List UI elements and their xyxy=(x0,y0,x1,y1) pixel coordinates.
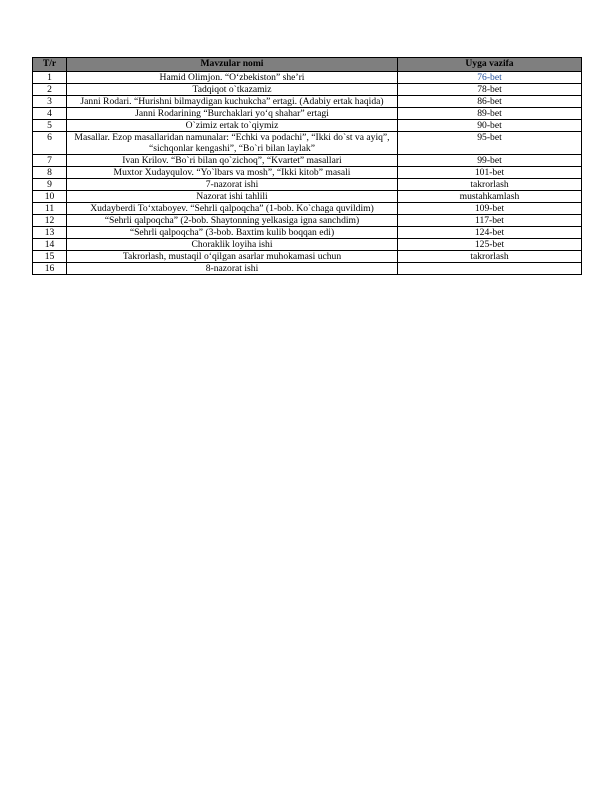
row-number: 5 xyxy=(33,120,67,132)
table-row xyxy=(33,108,582,120)
row-number: 15 xyxy=(33,251,67,263)
table-row xyxy=(33,155,582,167)
row-homework: 124-bet xyxy=(398,227,582,239)
row-homework: 86-bet xyxy=(398,96,582,108)
row-number: 7 xyxy=(33,155,67,167)
table-row xyxy=(33,251,582,263)
row-topic: Choraklik loyiha ishi xyxy=(67,239,398,251)
row-number: 1 xyxy=(33,72,67,84)
table-row xyxy=(33,72,582,84)
row-number: 2 xyxy=(33,84,67,96)
lesson-plan-table xyxy=(32,57,582,275)
row-homework xyxy=(398,263,582,275)
row-topic: Takrorlash, mustaqil o‘qilgan asarlar muhokamasi uchun xyxy=(67,251,398,263)
row-topic: Tadqiqot o`tkazamiz xyxy=(67,84,398,96)
row-topic: “Sehrli qalpoqcha” (3-bob. Baxtim kulib boqqan edi) xyxy=(67,227,398,239)
table-row xyxy=(33,120,582,132)
row-number: 13 xyxy=(33,227,67,239)
row-topic: “Sehrli qalpoqcha” (2-bob. Shaytonning yelkasiga igna sanchdim) xyxy=(67,215,398,227)
row-number: 14 xyxy=(33,239,67,251)
row-homework: 90-bet xyxy=(398,120,582,132)
table-row xyxy=(33,191,582,203)
row-topic: 7-nazorat ishi xyxy=(67,179,398,191)
row-homework: 95-bet xyxy=(398,132,582,155)
row-number: 3 xyxy=(33,96,67,108)
row-topic: Janni Rodarining “Burchaklari yo‘q shahar” ertagi xyxy=(67,108,398,120)
row-number: 6 xyxy=(33,132,67,155)
row-number: 4 xyxy=(33,108,67,120)
table-row xyxy=(33,84,582,96)
table-row xyxy=(33,239,582,251)
table-row xyxy=(33,179,582,191)
table-row xyxy=(33,263,582,275)
row-topic: 8-nazorat ishi xyxy=(67,263,398,275)
table-row xyxy=(33,132,582,155)
row-number: 11 xyxy=(33,203,67,215)
row-number: 10 xyxy=(33,191,67,203)
table-row xyxy=(33,227,582,239)
row-topic: Hamid Olimjon. “O‘zbekiston” she’ri xyxy=(67,72,398,84)
row-number: 16 xyxy=(33,263,67,275)
header-number: T/r xyxy=(33,58,67,72)
header-homework: Uyga vazifa xyxy=(398,58,582,72)
table-row xyxy=(33,203,582,215)
row-topic: Nazorat ishi tahlili xyxy=(67,191,398,203)
row-number: 12 xyxy=(33,215,67,227)
row-homework: 117-bet xyxy=(398,215,582,227)
row-homework: 109-bet xyxy=(398,203,582,215)
table-row xyxy=(33,167,582,179)
row-homework: 89-bet xyxy=(398,108,582,120)
row-homework: mustahkamlash xyxy=(398,191,582,203)
row-topic: O`zimiz ertak to`qiymiz xyxy=(67,120,398,132)
row-topic: Masallar. Ezop masallaridan namunalar: “Echki va podachi”, “Ikki do`st va ayiq”, “sichqonlar kengashi”, “Bo`ri bilan laylak” xyxy=(67,132,398,155)
row-topic: Ivan Krilov. “Bo`ri bilan qo`zichoq”, “Kvartet” masallari xyxy=(67,155,398,167)
row-homework: 125-bet xyxy=(398,239,582,251)
row-homework: 101-bet xyxy=(398,167,582,179)
row-homework: takrorlash xyxy=(398,179,582,191)
table-header-row xyxy=(33,58,582,72)
table-row xyxy=(33,215,582,227)
document-page xyxy=(32,57,581,275)
row-homework: 76-bet xyxy=(398,72,582,84)
row-homework: takrorlash xyxy=(398,251,582,263)
row-topic: Xudayberdi To‘xtaboyev. “Sehrli qalpoqcha” (1-bob. Ko`chaga quvildim) xyxy=(67,203,398,215)
row-homework: 78-bet xyxy=(398,84,582,96)
row-number: 8 xyxy=(33,167,67,179)
row-homework: 99-bet xyxy=(398,155,582,167)
row-topic: Janni Rodari. “Hurishni bilmaydigan kuchukcha” ertagi. (Adabiy ertak haqida) xyxy=(67,96,398,108)
row-number: 9 xyxy=(33,179,67,191)
table-row xyxy=(33,96,582,108)
header-topic: Mavzular nomi xyxy=(67,58,398,72)
row-topic: Muxtor Xudayqulov. “Yo`lbars va mosh”, “Ikki kitob” masali xyxy=(67,167,398,179)
